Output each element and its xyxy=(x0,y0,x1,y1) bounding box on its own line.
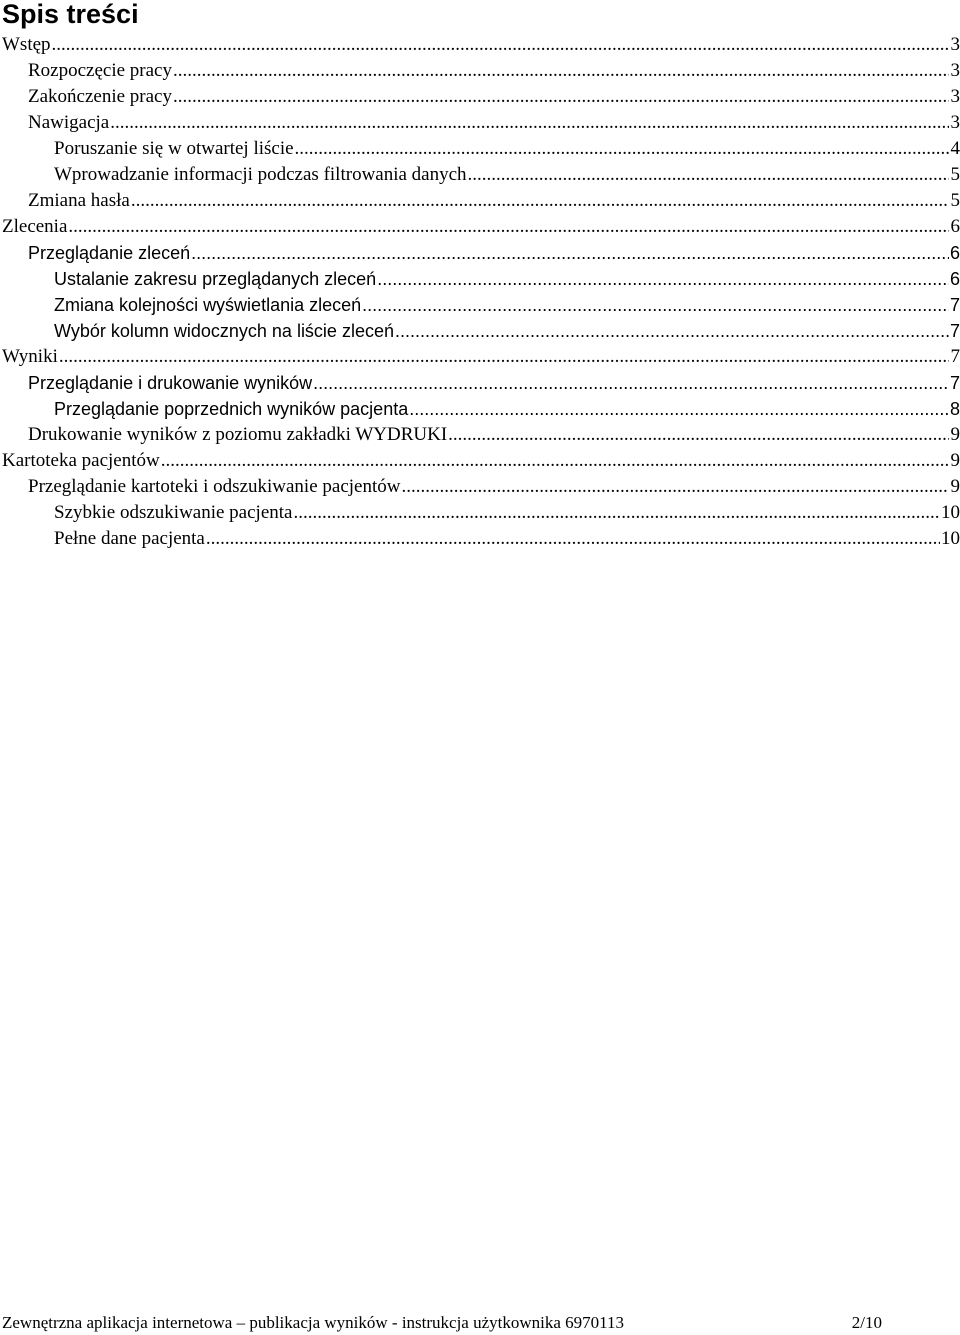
toc-leader-dots xyxy=(295,136,949,162)
toc-entry[interactable] xyxy=(0,58,960,84)
toc-leader-dots xyxy=(448,422,949,448)
toc-leader-dots xyxy=(110,110,949,136)
toc-entry-label: Wstęp xyxy=(2,34,51,55)
toc-entry-page: 8 xyxy=(949,399,960,419)
toc-entry[interactable] xyxy=(0,266,960,292)
toc-entry-label: Zmiana hasła xyxy=(28,190,130,211)
toc-leader-dots xyxy=(161,448,949,474)
toc-entry-page: 7 xyxy=(949,295,960,315)
toc-leader-dots xyxy=(313,370,949,396)
toc-entry[interactable] xyxy=(0,422,960,448)
toc-entry-page: 6 xyxy=(949,243,960,263)
toc-leader-dots xyxy=(468,162,949,188)
toc-entry-page: 6 xyxy=(950,216,960,237)
toc-entry[interactable] xyxy=(0,188,960,214)
page-title: Spis treści xyxy=(2,0,139,29)
toc-entry-page: 3 xyxy=(950,112,960,133)
toc-entry-label: Przeglądanie kartoteki i odszukiwanie pacjentów xyxy=(28,476,401,497)
page-footer xyxy=(2,1311,882,1335)
toc-entry[interactable] xyxy=(0,500,960,526)
toc-leader-dots xyxy=(52,32,949,58)
toc-leader-dots xyxy=(59,344,949,370)
toc-entry-page: 9 xyxy=(950,476,960,497)
toc-leader-dots xyxy=(68,214,949,240)
toc-leader-dots xyxy=(377,266,949,292)
toc-entry-label: Wybór kolumn widocznych na liście zleceń xyxy=(54,321,394,341)
toc-entry-label: Ustalanie zakresu przeglądanych zleceń xyxy=(54,269,377,289)
toc-leader-dots xyxy=(401,474,949,500)
toc-entry-page: 6 xyxy=(949,269,960,289)
toc-leader-dots xyxy=(206,526,940,552)
toc-entry-page: 10 xyxy=(941,502,960,523)
toc-entry-label: Zlecenia xyxy=(2,216,68,237)
toc-entry[interactable] xyxy=(0,344,960,370)
toc-entry[interactable] xyxy=(0,162,960,188)
toc-leader-dots xyxy=(131,188,949,214)
toc-entry-label: Poruszanie się w otwartej liście xyxy=(54,138,294,159)
toc-leader-dots xyxy=(173,84,949,110)
toc-entry[interactable] xyxy=(0,32,960,58)
toc-leader-dots xyxy=(362,292,949,318)
toc-entry[interactable] xyxy=(0,240,960,266)
toc-entry-page: 5 xyxy=(950,190,960,211)
toc-entry[interactable] xyxy=(0,526,960,552)
toc-entry-label: Przeglądanie poprzednich wyników pacjenta xyxy=(54,399,409,419)
toc-entry-label: Przeglądanie zleceń xyxy=(28,243,191,263)
toc-entry[interactable] xyxy=(0,136,960,162)
toc-entry[interactable] xyxy=(0,84,960,110)
toc-entry-label: Kartoteka pacjentów xyxy=(2,450,160,471)
footer-document-title: Zewnętrzna aplikacja internetowa – publikacja wyników - instrukcja użytkownika 6970113 xyxy=(2,1313,625,1332)
toc-entry[interactable] xyxy=(0,110,960,136)
toc-entry-page: 9 xyxy=(950,450,960,471)
toc-entry-page: 7 xyxy=(949,321,960,341)
toc-entry-label: Zakończenie pracy xyxy=(28,86,172,107)
footer-page-number: 2/10 xyxy=(851,1313,882,1332)
toc-entry-page: 3 xyxy=(950,86,960,107)
toc-entry[interactable] xyxy=(0,448,960,474)
toc-entry-label: Zmiana kolejności wyświetlania zleceń xyxy=(54,295,362,315)
toc-entry[interactable] xyxy=(0,318,960,344)
toc-entry-label: Pełne dane pacjenta xyxy=(54,528,205,549)
toc-entry-page: 3 xyxy=(950,34,960,55)
toc-entry-label: Drukowanie wyników z poziomu zakładki WYDRUKI xyxy=(28,424,448,445)
toc-entry-page: 7 xyxy=(950,346,960,367)
toc-leader-dots xyxy=(173,58,949,84)
table-of-contents xyxy=(0,32,960,552)
toc-entry[interactable] xyxy=(0,396,960,422)
toc-leader-dots xyxy=(409,396,949,422)
toc-entry-label: Wprowadzanie informacji podczas filtrowania danych xyxy=(54,164,467,185)
toc-entry-page: 5 xyxy=(950,164,960,185)
toc-entry-label: Nawigacja xyxy=(28,112,110,133)
toc-entry[interactable] xyxy=(0,292,960,318)
toc-entry[interactable] xyxy=(0,474,960,500)
toc-leader-dots xyxy=(191,240,949,266)
toc-entry-page: 9 xyxy=(950,424,960,445)
toc-entry-label: Rozpoczęcie pracy xyxy=(28,60,172,81)
toc-entry[interactable] xyxy=(0,214,960,240)
toc-entry-label: Szybkie odszukiwanie pacjenta xyxy=(54,502,293,523)
toc-entry-page: 10 xyxy=(941,528,960,549)
toc-entry-page: 7 xyxy=(949,373,960,393)
toc-entry-page: 4 xyxy=(950,138,960,159)
toc-entry-label: Przeglądanie i drukowanie wyników xyxy=(28,373,313,393)
toc-entry[interactable] xyxy=(0,370,960,396)
toc-entry-label: Wyniki xyxy=(2,346,58,367)
toc-entry-page: 3 xyxy=(950,60,960,81)
toc-leader-dots xyxy=(395,318,949,344)
toc-leader-dots xyxy=(293,500,940,526)
